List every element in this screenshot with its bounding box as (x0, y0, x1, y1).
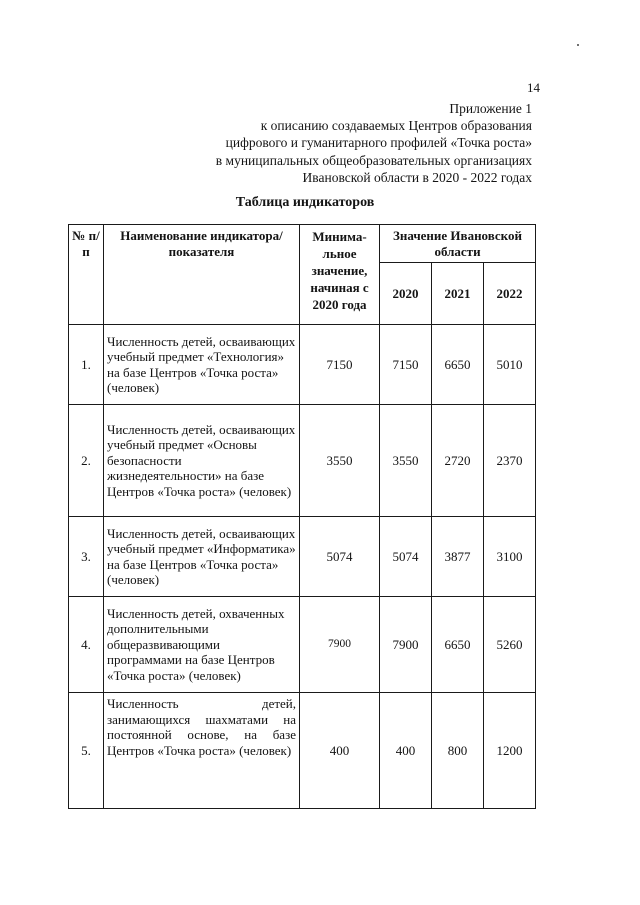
table-title: Таблица индикаторов (235, 195, 375, 210)
row-value-2022: 3100 (484, 517, 536, 597)
row-name: Численность детей, охваченных дополнительными общеразвивающими программами на базе Центров «Точка роста» (человек) (104, 597, 300, 693)
appendix-line: цифрового и гуманитарного профилей «Точка роста» (225, 135, 532, 151)
indicators-table (68, 224, 536, 809)
row-value-2021: 6650 (432, 325, 484, 405)
scan-speck (577, 44, 579, 46)
row-value-2020: 5074 (380, 517, 432, 597)
table-row (69, 693, 536, 809)
header-num: № п/п (69, 225, 104, 325)
row-num: 3. (69, 517, 104, 597)
appendix-header (216, 100, 532, 186)
page-number: 14 (527, 80, 540, 95)
row-num: 4. (69, 597, 104, 693)
row-min: 400 (300, 693, 380, 809)
row-num: 2. (69, 405, 104, 517)
row-name: Численность детей, осваивающих учебный предмет «Технология» на базе Центров «Точка роста» (человек) (104, 325, 300, 405)
appendix-line: в муниципальных общеобразовательных организациях (215, 152, 532, 168)
row-min: 7900 (300, 597, 380, 693)
row-min: 3550 (300, 405, 380, 517)
header-name: Наименование индикатора/показателя (104, 225, 300, 325)
row-min: 7150 (300, 325, 380, 405)
row-value-2022: 2370 (484, 405, 536, 517)
row-value-2022: 1200 (484, 693, 536, 809)
appendix-line: Ивановской области в 2020 - 2022 годах (302, 169, 532, 185)
row-value-2020: 400 (380, 693, 432, 809)
row-name: Численность детей, занимающихся шахматами на постоянной основе, на базе Центров «Точка роста» (человек) (104, 693, 300, 809)
header-min: Минима-льное значение, начиная с 2020 года (300, 225, 380, 325)
header-value-group: Значение Ивановской области (380, 225, 536, 263)
appendix-line: Приложение 1 (449, 101, 532, 116)
row-name: Численность детей, осваивающих учебный предмет «Основы безопасности жизнедеятельности» на базе Центров «Точка роста» (человек) (104, 405, 300, 517)
row-value-2021: 2720 (432, 405, 484, 517)
row-value-2022: 5260 (484, 597, 536, 693)
row-min: 5074 (300, 517, 380, 597)
row-value-2020: 7150 (380, 325, 432, 405)
table-row (69, 405, 536, 517)
header-year-2021: 2021 (432, 263, 484, 325)
row-num: 1. (69, 325, 104, 405)
row-name: Численность детей, осваивающих учебный предмет «Информатика» на базе Центров «Точка роста» (человек) (104, 517, 300, 597)
table-row (69, 517, 536, 597)
row-value-2020: 7900 (380, 597, 432, 693)
row-value-2022: 5010 (484, 325, 536, 405)
header-year-2020: 2020 (380, 263, 432, 325)
table-row (69, 325, 536, 405)
row-num: 5. (69, 693, 104, 809)
row-value-2021: 800 (432, 693, 484, 809)
appendix-line: к описанию создаваемых Центров образования (260, 118, 532, 134)
row-value-2020: 3550 (380, 405, 432, 517)
row-value-2021: 6650 (432, 597, 484, 693)
table-row (69, 597, 536, 693)
row-value-2021: 3877 (432, 517, 484, 597)
header-year-2022: 2022 (484, 263, 536, 325)
